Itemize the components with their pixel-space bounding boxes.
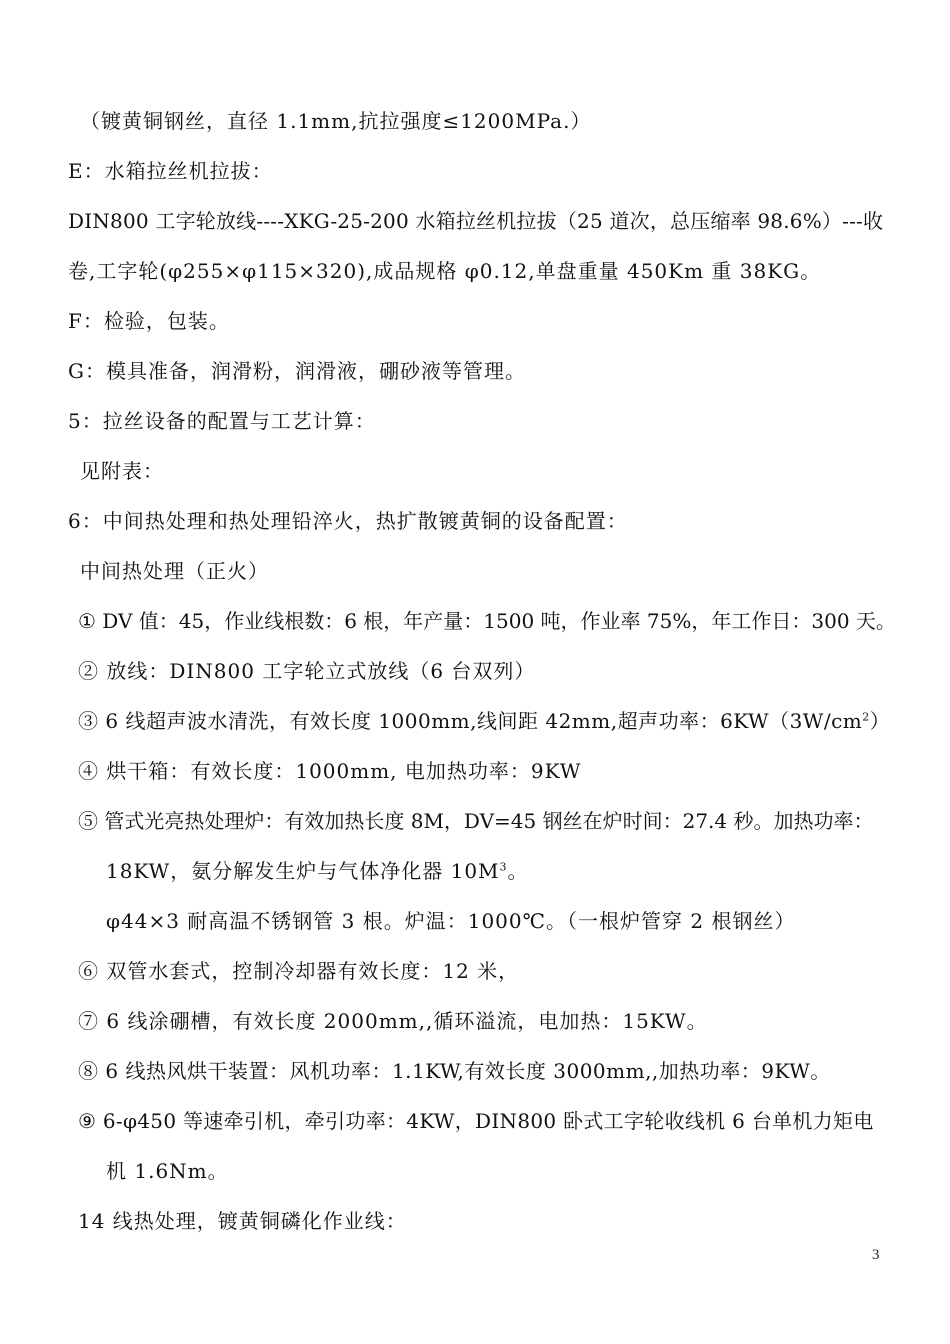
superscript-cm-exp: 2 <box>862 710 870 724</box>
list-item-7: ⑦ 6 线涂硼槽，有效长度 2000mm,,循环溢流，电加热：15KW。 <box>78 1009 708 1033</box>
list-item-2: ② 放线：DIN800 工字轮立式放线（6 台双列） <box>78 659 536 683</box>
text-line-wire-spec: （镀黄铜钢丝，直径 1.1mm,抗拉强度≤1200MPa.） <box>80 109 592 133</box>
list-item-8: ⑧ 6 线热风烘干装置：风机功率：1.1KW,有效长度 3000mm,,加热功率：9KW。 <box>78 1059 831 1083</box>
text-line-section-g: G：模具准备，润滑粉，润滑液，硼砂液等管理。 <box>68 359 526 383</box>
list-item-3-text: ③ 6 线超声波水清洗，有效长度 1000mm,线间距 42mm,超声功率：6KW（3W/cm <box>78 709 863 733</box>
list-item-6: ⑥ 双管水套式，控制冷却器有效长度：12 米， <box>78 959 520 983</box>
list-item-5-cont-tail: 。 <box>507 859 529 883</box>
list-item-3-tail: ） <box>869 709 891 733</box>
page-number: 3 <box>872 1247 880 1263</box>
text-line-spool-spec: 卷,工字轮(φ255×φ115×320),成品规格 φ0.12,单盘重量 450Km 重 38KG。 <box>68 259 822 283</box>
text-line-14-line-treatment: 14 线热处理，镀黄铜磷化作业线： <box>78 1209 407 1233</box>
list-item-4: ④ 烘干箱：有效长度：1000mm, 电加热功率：9KW <box>78 759 582 783</box>
list-item-5-continued <box>106 857 529 885</box>
list-item-9: ⑨ 6-φ450 等速牵引机，牵引功率：4KW，DIN800 卧式工字轮收线机 6 台单机力矩电 <box>78 1109 874 1133</box>
text-line-normalizing: 中间热处理（正火） <box>80 559 269 583</box>
text-line-section-f: F：检验，包装。 <box>68 309 230 333</box>
text-line-see-table: 见附表： <box>80 459 164 483</box>
list-item-5: ⑤ 管式光亮热处理炉：有效加热长度 8M，DV=45 钢丝在炉时间：27.4 秒。加热功率： <box>78 809 874 833</box>
list-item-5-furnace-tube: φ44×3 耐高温不锈钢管 3 根。炉温：1000℃。（一根炉管穿 2 根钢丝） <box>106 909 796 933</box>
text-line-section-5: 5：拉丝设备的配置与工艺计算： <box>68 409 376 433</box>
list-item-3 <box>78 707 890 735</box>
list-item-5-cont-text: 18KW，氨分解发生炉与气体净化器 10M <box>106 859 500 883</box>
list-item-1: ① DV 值：45，作业线根数：6 根，年产量：1500 吨，作业率 75%，年工作日：300 天。 <box>78 609 896 633</box>
superscript-m-exp: 3 <box>499 860 508 874</box>
text-line-drawing-process: DIN800 工字轮放线----XKG-25-200 水箱拉丝机拉拔（25 道次，总压缩率 98.6%）---收 <box>68 209 884 233</box>
text-line-section-6: 6：中间热处理和热处理铅淬火，热扩散镀黄铜的设备配置： <box>68 509 628 533</box>
text-line-section-e: E：水箱拉丝机拉拔： <box>68 159 273 183</box>
list-item-9-continued: 机 1.6Nm。 <box>106 1159 229 1183</box>
